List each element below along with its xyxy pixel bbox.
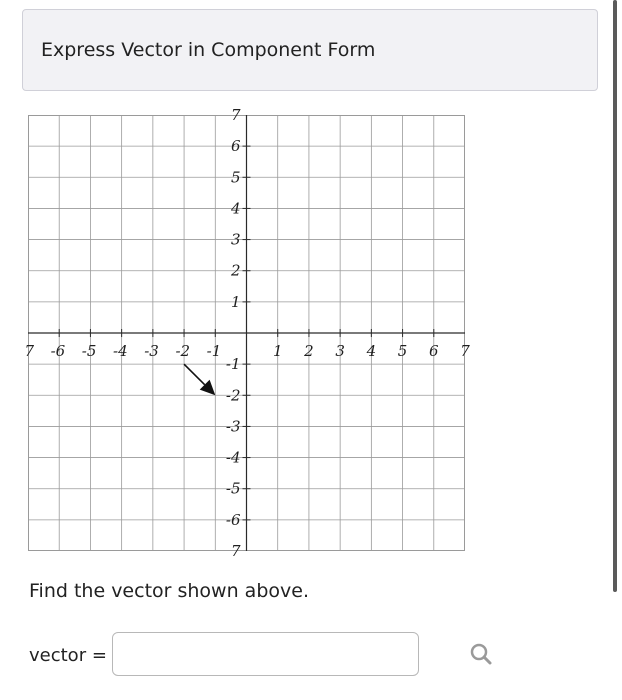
question-prompt: Find the vector shown above. bbox=[29, 580, 309, 602]
y-tick-label: -1 bbox=[225, 355, 241, 374]
x-tick-label: -6 bbox=[50, 342, 66, 360]
title-panel bbox=[22, 9, 598, 91]
y-tick-label: -6 bbox=[225, 510, 241, 529]
magnifier-icon[interactable] bbox=[469, 642, 493, 666]
y-tick-label: -3 bbox=[225, 417, 241, 436]
graph-canvas bbox=[24, 106, 470, 560]
x-tick-label: -3 bbox=[144, 342, 159, 360]
x-tick-label: 7 bbox=[24, 342, 34, 360]
vector-answer-input[interactable] bbox=[112, 632, 419, 676]
x-tick-label: 1 bbox=[272, 342, 283, 360]
y-tick-label: -2 bbox=[225, 386, 241, 405]
y-tick-label: -5 bbox=[225, 479, 241, 498]
x-tick-label: 3 bbox=[335, 342, 345, 360]
y-tick-label: 1 bbox=[230, 292, 241, 311]
x-tick-label: 7 bbox=[460, 342, 470, 360]
x-tick-label: -1 bbox=[206, 342, 222, 360]
y-tick-label: -4 bbox=[225, 448, 241, 467]
y-tick-label: 2 bbox=[230, 261, 241, 280]
x-tick-label: 6 bbox=[429, 342, 439, 360]
y-tick-label: 5 bbox=[230, 168, 241, 187]
x-tick-label: 2 bbox=[304, 342, 314, 360]
y-tick-label: 6 bbox=[230, 137, 241, 156]
y-tick-label: 7 bbox=[230, 106, 241, 124]
x-tick-label: -4 bbox=[113, 342, 128, 360]
page-title: Express Vector in Component Form bbox=[41, 39, 376, 61]
y-tick-label: 3 bbox=[230, 230, 241, 249]
y-tick-label: 7 bbox=[230, 542, 241, 560]
answer-label: vector = bbox=[29, 645, 107, 666]
x-tick-label: -2 bbox=[175, 342, 191, 360]
x-tick-label: -5 bbox=[81, 342, 97, 360]
x-tick-label: 5 bbox=[397, 342, 408, 360]
coordinate-graph bbox=[24, 106, 470, 560]
scrollbar[interactable] bbox=[613, 0, 617, 592]
y-tick-label: 4 bbox=[230, 199, 241, 218]
x-tick-label: 4 bbox=[366, 342, 377, 360]
